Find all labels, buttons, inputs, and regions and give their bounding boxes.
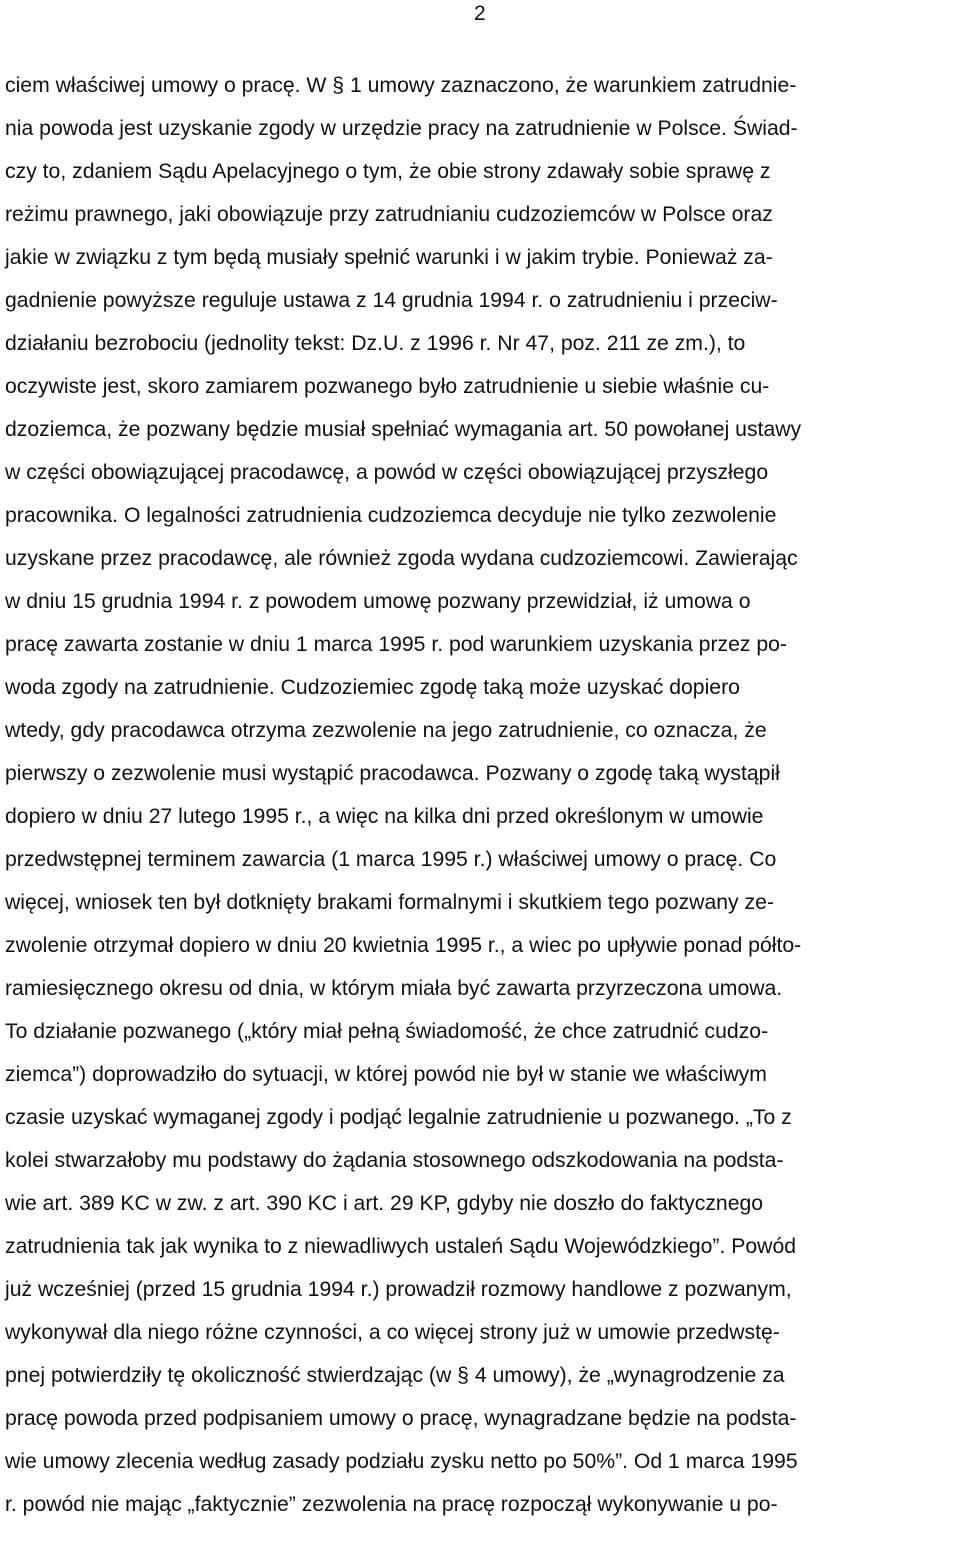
text-line: czy to, zdaniem Sądu Apelacyjnego o tym, że obie strony zdawały sobie sprawę z	[5, 160, 771, 183]
text-line: ciem właściwej umowy o pracę. W § 1 umowy zaznaczono, że warunkiem zatrudnie-	[5, 74, 797, 97]
text-line: zatrudnienia tak jak wynika to z niewadliwych ustaleń Sądu Wojewódzkiego”. Powód	[5, 1235, 797, 1258]
text-line: pnej potwierdziły tę okoliczność stwierdzając (w § 4 umowy), że „wynagrodzenie za	[5, 1364, 785, 1387]
text-line: reżimu prawnego, jaki obowiązuje przy zatrudnianiu cudzoziemców w Polsce oraz	[5, 203, 773, 226]
text-line: jakie w związku z tym będą musiały spełnić warunki i w jakim trybie. Ponieważ za-	[5, 246, 773, 269]
text-line: wie art. 389 KC w zw. z art. 390 KC i art. 29 KP, gdyby nie doszło do faktycznego	[5, 1192, 764, 1215]
page-number: 2	[474, 2, 486, 25]
text-line: wie umowy zlecenia według zasady podziału zysku netto po 50%”. Od 1 marca 1995	[5, 1450, 798, 1473]
text-line: uzyskane przez pracodawcę, ale również zgoda wydana cudzoziemcowi. Zawierając	[5, 547, 798, 570]
text-line: ziemca”) doprowadziło do sytuacji, w której powód nie był w stanie we właściwym	[5, 1063, 767, 1086]
text-line: w części obowiązującej pracodawcę, a powód w części obowiązującej przyszłego	[5, 461, 769, 484]
text-line: r. powód nie mając „faktycznie” zezwolenia na pracę rozpoczął wykonywanie u po-	[5, 1493, 778, 1516]
text-line: w dniu 15 grudnia 1994 r. z powodem umowę pozwany przewidział, iż umowa o	[5, 590, 751, 613]
text-line: dzoziemca, że pozwany będzie musiał spełniać wymagania art. 50 powołanej ustawy	[5, 418, 802, 441]
text-line: gadnienie powyższe reguluje ustawa z 14 grudnia 1994 r. o zatrudnieniu i przeciw-	[5, 289, 778, 312]
text-line: ramiesięcznego okresu od dnia, w którym miała być zawarta przyrzeczona umowa.	[5, 977, 783, 1000]
text-line: czasie uzyskać wymaganej zgody i podjąć legalnie zatrudnienie u pozwanego. „To z	[5, 1106, 792, 1129]
text-line: woda zgody na zatrudnienie. Cudzoziemiec zgodę taką może uzyskać dopiero	[5, 676, 740, 699]
text-line: pierwszy o zezwolenie musi wystąpić pracodawca. Pozwany o zgodę taką wystąpił	[5, 762, 780, 785]
text-line: oczywiste jest, skoro zamiarem pozwanego było zatrudnienie u siebie właśnie cu-	[5, 375, 770, 398]
text-line: kolei stwarzałoby mu podstawy do żądania stosownego odszkodowania na podsta-	[5, 1149, 784, 1172]
text-line: nia powoda jest uzyskanie zgody w urzędzie pracy na zatrudnienie w Polsce. Świad-	[5, 117, 798, 140]
text-line: dopiero w dniu 27 lutego 1995 r., a więc na kilka dni przed określonym w umowie	[5, 805, 764, 828]
text-line: zwolenie otrzymał dopiero w dniu 20 kwietnia 1995 r., a wiec po upływie ponad półto-	[5, 934, 802, 957]
text-line: wtedy, gdy pracodawca otrzyma zezwolenie na jego zatrudnienie, co oznacza, że	[5, 719, 767, 742]
text-line: przedwstępnej terminem zawarcia (1 marca 1995 r.) właściwej umowy o pracę. Co	[5, 848, 777, 871]
text-line: wykonywał dla niego różne czynności, a co więcej strony już w umowie przedwstę-	[5, 1321, 780, 1344]
text-line: działaniu bezrobociu (jednolity tekst: Dz.U. z 1996 r. Nr 47, poz. 211 ze zm.), to	[5, 332, 746, 355]
text-line: pracownika. O legalności zatrudnienia cudzoziemca decyduje nie tylko zezwolenie	[5, 504, 777, 527]
text-line: pracę zawarta zostanie w dniu 1 marca 1995 r. pod warunkiem uzyskania przez po-	[5, 633, 787, 656]
text-line: już wcześniej (przed 15 grudnia 1994 r.) prowadził rozmowy handlowe z pozwanym,	[5, 1278, 792, 1301]
text-line: To działanie pozwanego („który miał pełną świadomość, że chce zatrudnić cudzo-	[5, 1020, 769, 1043]
document-body	[5, 64, 957, 1526]
text-line: pracę powoda przed podpisaniem umowy o pracę, wynagradzane będzie na podsta-	[5, 1407, 797, 1430]
text-line: więcej, wniosek ten był dotknięty brakami formalnymi i skutkiem tego pozwany ze-	[5, 891, 774, 914]
